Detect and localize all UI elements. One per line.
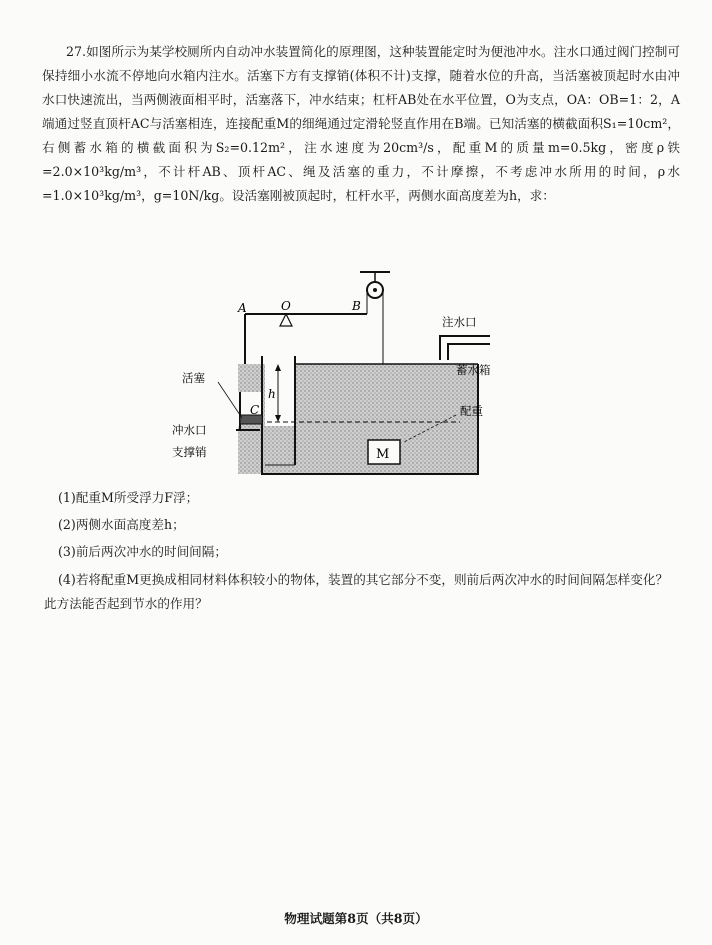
label-h: h [268, 387, 276, 401]
label-tank: 蓄水箱 [456, 363, 491, 377]
subquestion-1: (1)配重M所受浮力F浮； [58, 490, 199, 505]
question-27 [42, 40, 680, 208]
pulley-axle [373, 288, 377, 292]
subquestion-3: (3)前后两次冲水的时间间隔； [58, 544, 227, 559]
page-footer: 物理试题第8页（共8页） [284, 911, 428, 926]
label-a: A [238, 301, 247, 315]
label-piston: 活塞 [182, 371, 205, 385]
label-counterweight: 配重 [460, 404, 483, 418]
label-pin: 支撑销 [172, 445, 207, 459]
subquestion-2: (2)两侧水面高度差h； [58, 517, 185, 532]
apparatus-diagram [160, 270, 540, 490]
label-m: M [376, 447, 390, 462]
question-text: 27.如图所示为某学校厕所内自动冲水装置简化的原理图，这种装置能定时为便池冲水。注水口通过阀门控制可保持细小水流不停地向水箱内注水。活塞下方有支撑销(体积不计)支撑，随着水位的升高，当活塞被顶起时水由冲水口快速流出，当两侧液面相平时，活塞落下，冲水结束；杠杆AB处在水平位置，O为支点，OA：OB=1：2，A端通过竖直顶杆AC与活塞相连，连接配重M的细绳通过定滑轮竖直作用在B端。已知活塞的横截面积S₁=10cm²，右侧蓄水箱的横截面积为S₂=0.12m²，注水速度为20cm³/s，配重M的质量m=0.5kg，密度ρ铁=2.0×10³kg/m³，不计杆AB、顶杆AC、绳及活塞的重力，不计摩擦，不考虑冲水所用的时间，ρ水=1.0×10³kg/m³，g=10N/kg。设活塞刚被顶起时，杠杆水平，两侧水面高度差为h，求： [42, 44, 680, 203]
label-outlet: 冲水口 [172, 423, 207, 437]
fulcrum-o [280, 314, 292, 326]
diagram-svg [160, 270, 540, 490]
label-b: B [352, 299, 361, 313]
label-c: C [250, 403, 260, 417]
subquestion-4: (4)若将配重M更换成相同材料体积较小的物体，装置的其它部分不变，则前后两次冲水的时间间隔怎样变化？此方法能否起到节水的作用？ [44, 572, 669, 611]
label-inlet: 注水口 [442, 315, 477, 329]
label-o: O [281, 299, 291, 313]
